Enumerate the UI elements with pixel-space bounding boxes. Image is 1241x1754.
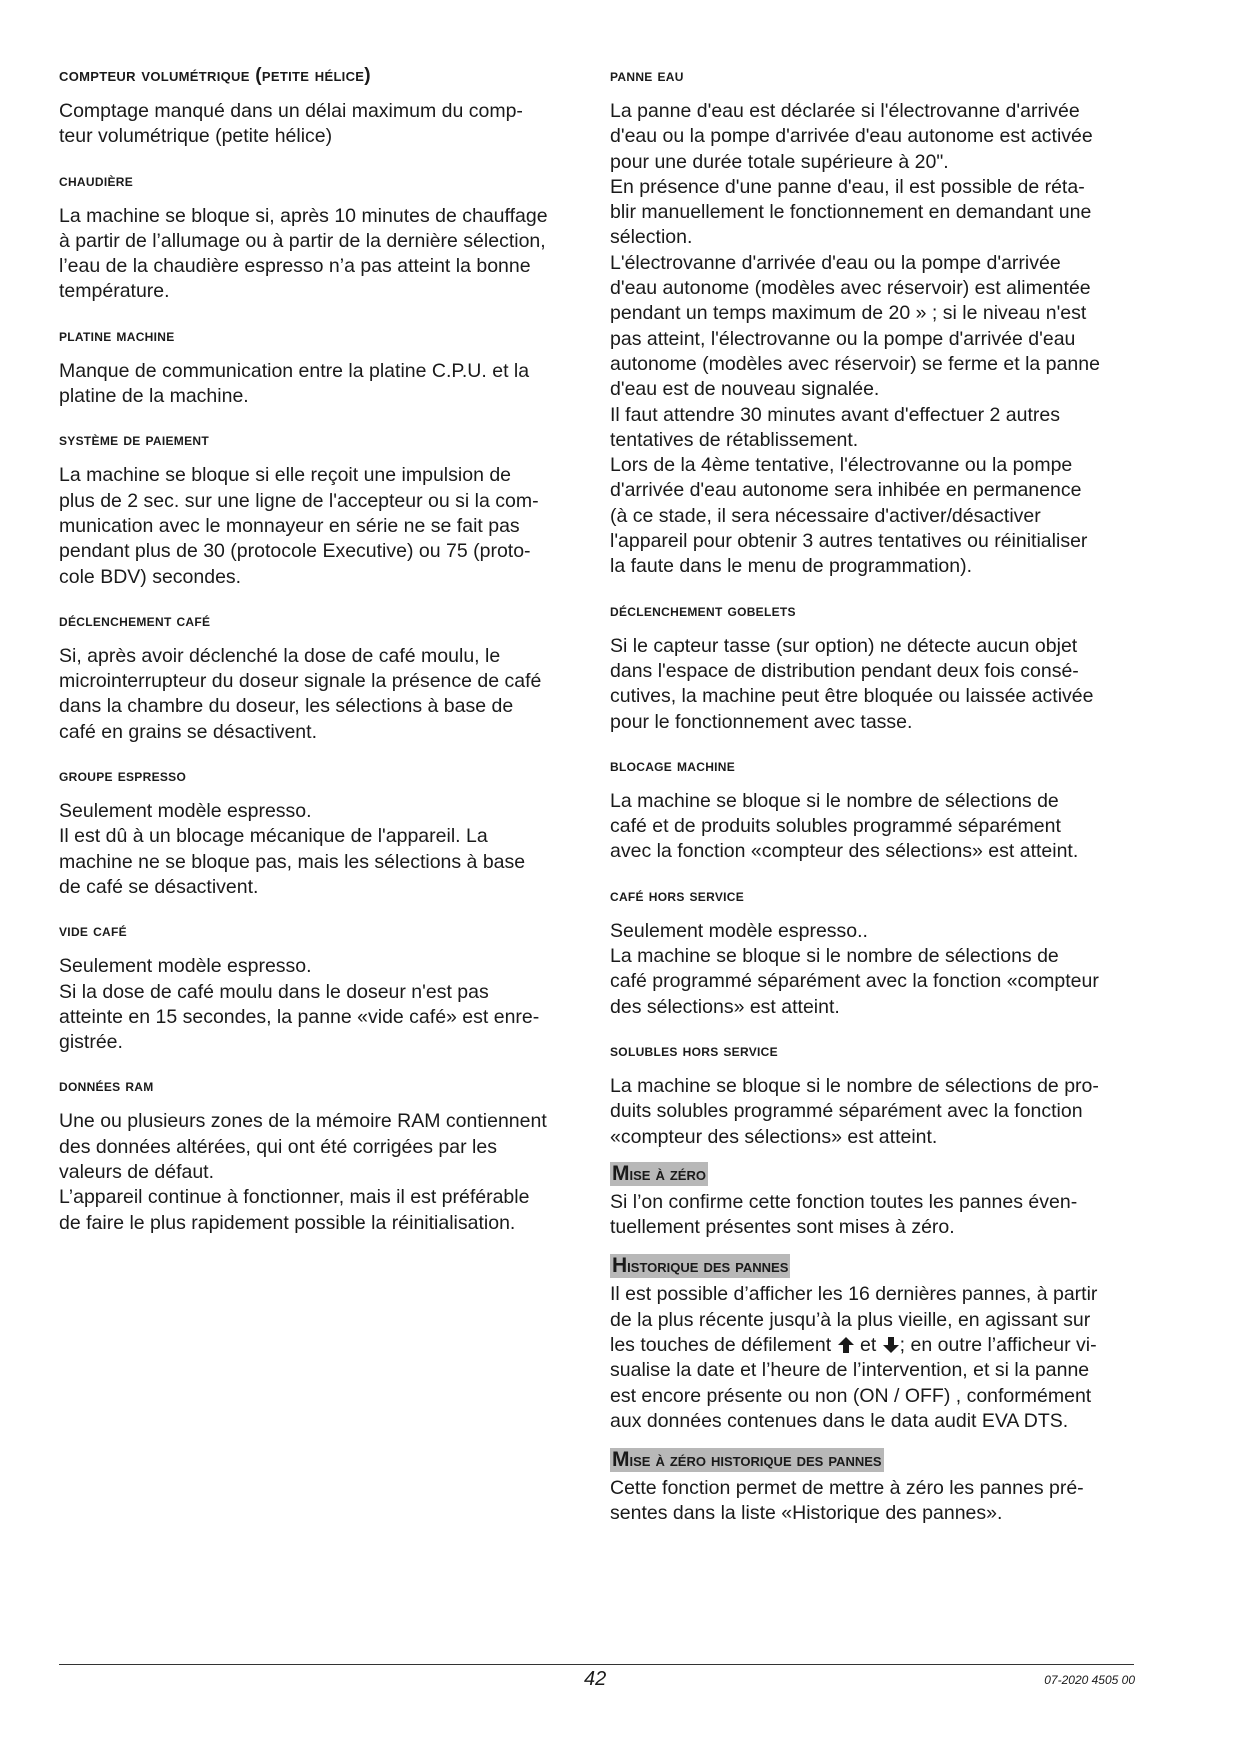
section-groupe-espresso (59, 766, 579, 900)
section-cafe-hors-service (610, 886, 1130, 1020)
section-title: café hors service (610, 886, 745, 905)
section-title: chaudière (59, 171, 134, 190)
section-declenchement-gobelets (610, 601, 1130, 735)
section-text: Seulement modèle espresso.. La machine se bloque si le nombre de sélections de café programmé séparément avec la fonction «compteur des sélections» est atteint. (610, 919, 1099, 1018)
section-blocage-machine (610, 756, 1130, 865)
section-systeme-paiement (59, 430, 579, 589)
section-text: La machine se bloque si le nombre de sélections de pro- duits solubles programmé séparément avec la fonction «compteur des sélections» est atteint. (610, 1074, 1099, 1148)
section-title: système de paiement (59, 431, 209, 450)
section-historique-pannes (610, 1254, 1130, 1434)
section-mise-a-zero (610, 1162, 1130, 1241)
page-number: 42 (584, 1668, 607, 1690)
section-title: données ram (59, 1077, 154, 1096)
section-text: Si le capteur tasse (sur option) ne détecte aucun objet dans l'espace de distribution pendant deux fois consé- cutives, la machine peut être bloquée ou laissée activée pour le fonctionnement avec tasse. (610, 634, 1094, 733)
section-title: déclenchement gobelets (610, 601, 796, 620)
section-text: La machine se bloque si elle reçoit une impulsion de plus de 2 sec. sur une ligne de l'accepteur ou si la com- munication avec le monnayeur en série ne se fait pas pendant plus de 30 (protocole Executive) ou 75 (proto- cole BDV) secondes. (59, 464, 539, 588)
section-text: La panne d'eau est déclarée si l'électrovanne d'arrivée d'eau ou la pompe d'arrivée d'eau autonome est activée pour une durée totale supérieure à 20". En présence d'une panne d'eau, il est possible de réta- blir manuellement le fonctionnement en demandant une sélection. L'électrovanne d'arrivée d'eau ou la pompe d'arrivée d'eau autonome (modèles avec réservoir) est alimentée pendant un temps maximum de 20 » ; si le niveau n'est pas atteint, l'électrovanne ou la pompe d'arrivée d'eau autonome (modèles avec réservoir) se ferme et la panne d'eau est de nouveau signalée. Il faut attendre 30 minutes avant d'effectuer 2 autres tentatives de rétablissement. Lors de la 4ème tentative, l'électrovanne ou la pompe d'arrivée d'eau autonome sera inhibée en permanence (à ce stade, il sera nécessaire d'activer/désactiver l'appareil pour obtenir 3 autres tentatives ou réinitialiser la faute dans le menu de programmation). (610, 100, 1100, 578)
section-text: Seulement modèle espresso. Il est dû à un blocage mécanique de l'appareil. La machine ne se bloque pas, mais les sélections à base de café se désactivent. (59, 800, 526, 898)
highlighted-heading: Mise à zéro historique des pannes (612, 1448, 882, 1472)
section-donnees-ram (59, 1076, 579, 1235)
section-panne-eau (610, 66, 1130, 580)
section-chaudiere (59, 171, 579, 305)
highlighted-heading: Mise à zéro (612, 1161, 706, 1185)
highlighted-heading: Historique des pannes (612, 1254, 789, 1278)
section-title: déclenchement café (59, 611, 211, 630)
section-text: Manque de communication entre la platine C.P.U. et la platine de la machine. (59, 359, 530, 408)
section-text: Comptage manqué dans un délai maximum du comp- teur volumétrique (petite hélice) (59, 100, 523, 148)
footer-divider (59, 1664, 1134, 1665)
section-title: groupe espresso (59, 767, 187, 786)
document-code: 07-2020 4505 00 (1044, 1673, 1135, 1687)
section-text: Une ou plusieurs zones de la mémoire RAM contiennent des données altérées, qui ont été corrigées par les valeurs de défaut. L’appareil continue à fonctionner, mais il est préférable de faire le plus rapidement possible la réinitialisation. (59, 1110, 547, 1234)
section-title: compteur volumétrique (petite hélice) (59, 65, 371, 86)
section-text: Si l’on confirme cette fonction toutes les pannes éven- tuellement présentes sont mises à zéro. (610, 1190, 1078, 1239)
section-text: Cette fonction permet de mettre à zéro les pannes pré- sentes dans la liste «Historique des pannes». (610, 1477, 1084, 1525)
section-solubles-hors-service (610, 1041, 1130, 1150)
section-title: blocage machine (610, 756, 736, 775)
left-column (59, 66, 579, 1257)
section-text: Il est possible d’afficher les 16 dernières pannes, à partir de la plus récente jusqu’à la plus vieille, en agissant sur les touches de défilement et ; en outre l’afficheur vi- sualise la date et l’heure de l’intervention, et si la panne est encore présente ou non (ON / OFF) , conformément aux données contenues dans le data audit EVA DTS. (610, 1283, 1098, 1432)
section-declenchement-cafe (59, 611, 579, 745)
section-mise-a-zero-historique (610, 1448, 1130, 1527)
section-platine-machine (59, 326, 579, 410)
section-title: panne eau (610, 67, 684, 85)
section-compteur-volumetrique (59, 66, 579, 150)
section-text: Seulement modèle espresso. Si la dose de café moulu dans le doseur n'est pas atteinte en 15 secondes, la panne «vide café» est enre- gistrée. (59, 955, 540, 1054)
section-text: Si, après avoir déclenché la dose de café moulu, le microinterrupteur du doseur signale la présence de café dans la chambre du doseur, les sélections à base de café en grains se désactivent. (59, 644, 542, 743)
section-vide-cafe (59, 921, 579, 1055)
section-text: La machine se bloque si le nombre de sélections de café et de produits solubles programmé séparément avec la fonction «compteur des sélections» est atteint. (610, 789, 1079, 863)
right-column (610, 66, 1130, 1541)
arrow-up-icon (837, 1336, 855, 1354)
section-title: vide café (59, 922, 127, 941)
section-title: platine machine (59, 326, 175, 345)
section-title: solubles hors service (610, 1041, 778, 1060)
arrow-down-icon (882, 1336, 900, 1354)
section-text: La machine se bloque si, après 10 minutes de chauffage à partir de l’allumage ou à partir de la dernière sélection, l’eau de la chaudière espresso n’a pas atteint la bonne température. (59, 204, 548, 303)
